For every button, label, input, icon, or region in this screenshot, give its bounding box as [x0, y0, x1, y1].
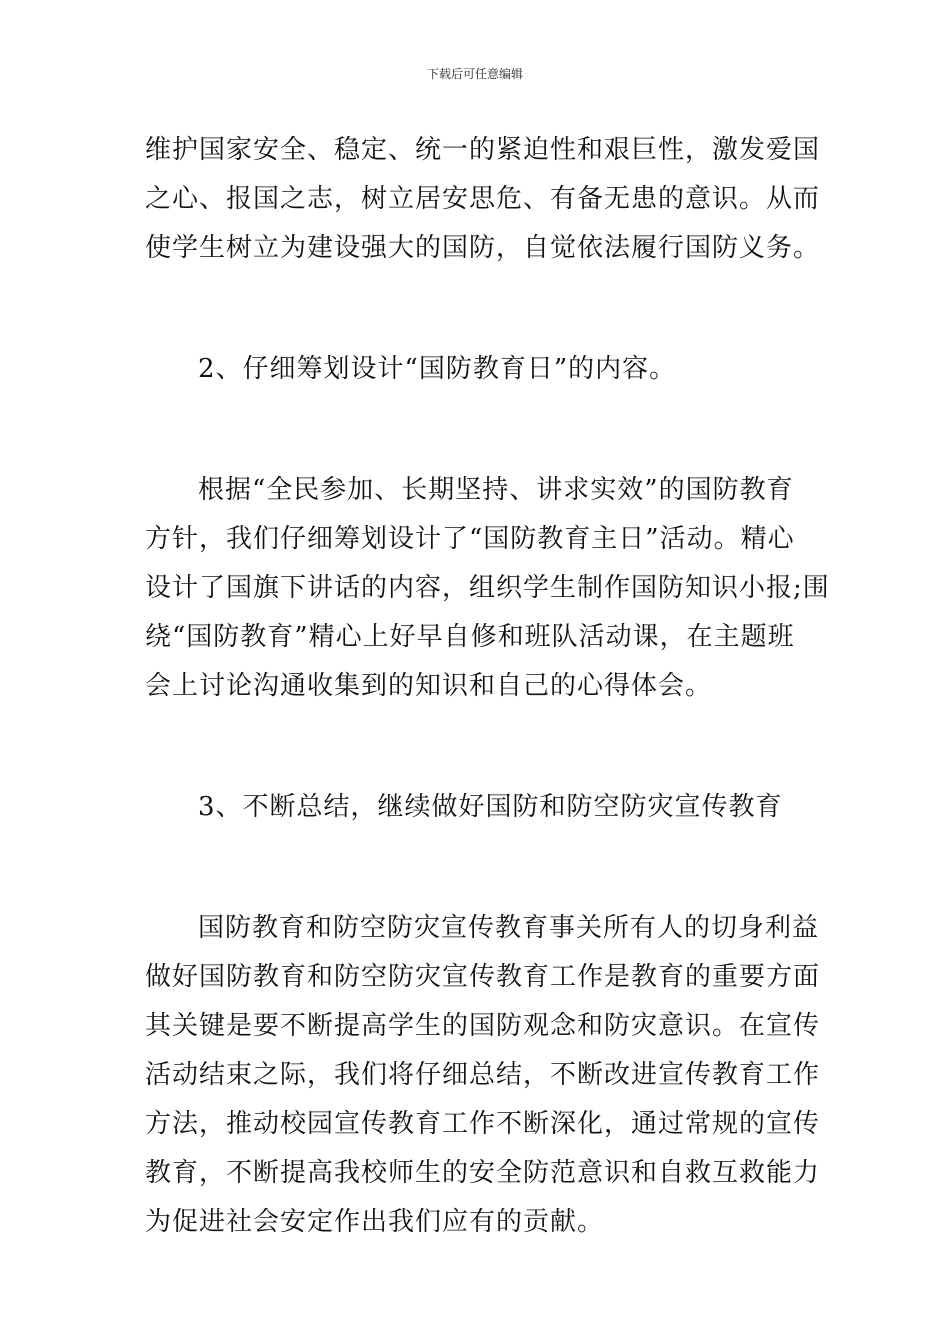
- page-header: 下载后可任意编辑: [426, 67, 523, 81]
- text-line: 方针，我们仔细筹划设计了“国防教育主日”活动。精心: [145, 524, 795, 554]
- heading-text: 3、不断总结，继续做好国防和防空防灾宣传教育: [198, 792, 783, 822]
- text-line: 使学生树立为建设强大的国防，自觉依法履行国防义务。: [145, 233, 821, 263]
- section-heading-3: [145, 783, 810, 832]
- paragraph-national-defense-day: [145, 466, 830, 711]
- text-line: 教育，不断提高我校师生的安全防范意识和自救互救能力: [145, 1158, 821, 1188]
- text-line: 做好国防教育和防空防灾宣传教育工作是教育的重要方面: [145, 962, 821, 992]
- text-line: 维护国家安全、稳定、统一的紧迫性和艰巨性，激发爱国: [145, 135, 821, 165]
- paragraph-summary: [145, 904, 821, 1247]
- text-line: 会上讨论沟通收集到的知识和自己的心得体会。: [145, 671, 713, 701]
- document-body: [145, 126, 830, 1247]
- section-heading-2: [145, 345, 810, 394]
- paragraph-continuation: [145, 126, 821, 273]
- text-line: 活动结束之际，我们将仔细总结，不断改进宣传教育工作: [145, 1060, 821, 1090]
- text-line: 国防教育和防空防灾宣传教育事关所有人的切身利益: [198, 913, 820, 943]
- text-line: 设计了国旗下讲话的内容，组织学生制作国防知识小报;围: [145, 573, 830, 603]
- text-line: 其关键是要不断提高学生的国防观念和防灾意识。在宣传: [145, 1011, 821, 1041]
- text-line: 绕“国防教育”精心上好早自修和班队活动课，在主题班: [145, 622, 795, 652]
- text-line: 为促进社会安定作出我们应有的贡献。: [145, 1207, 605, 1237]
- text-line: 方法，推动校园宣传教育工作不断深化，通过常规的宣传: [145, 1109, 821, 1139]
- text-line: 之心、报国之志，树立居安思危、有备无患的意识。从而: [145, 184, 821, 214]
- text-line: 根据“全民参加、长期坚持、讲求实效”的国防教育: [198, 475, 794, 505]
- heading-text: 2、仔细筹划设计“国防教育日”的内容。: [198, 354, 677, 384]
